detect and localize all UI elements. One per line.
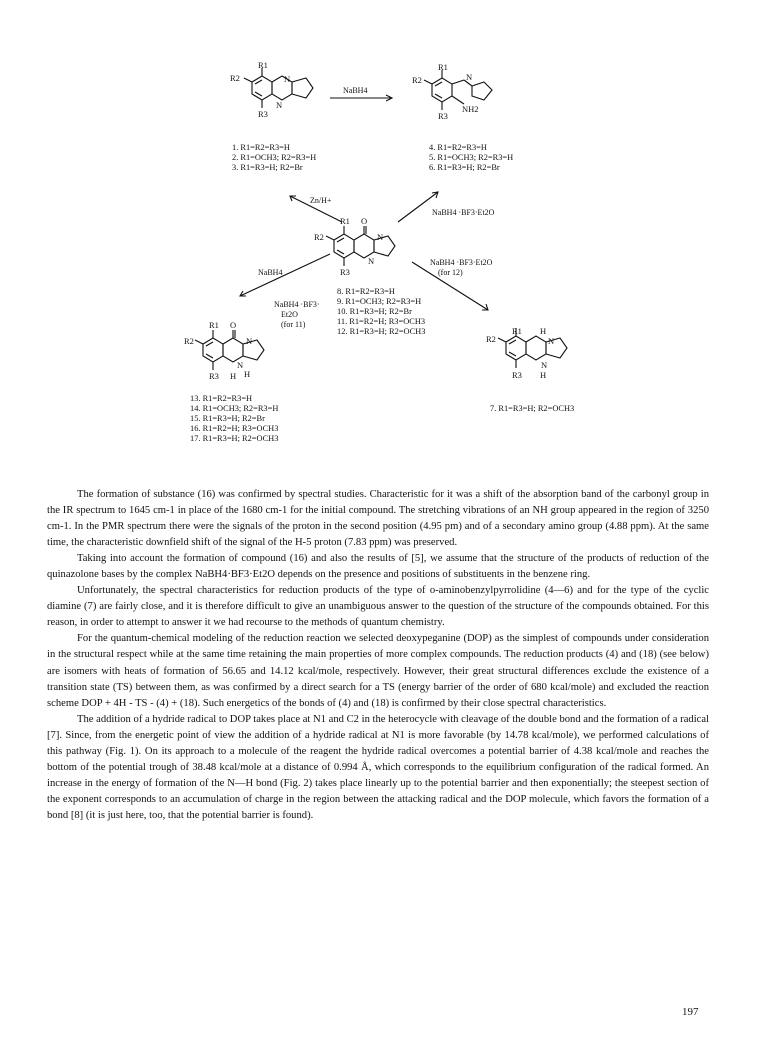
compound-labels-8-12 — [337, 287, 425, 337]
compound-label: 3. R1=R3=H; R2=Br — [232, 163, 303, 172]
atom-r1: R1 — [258, 60, 268, 70]
compound-labels-13-17 — [190, 394, 278, 444]
compound-label: 6. R1=R3=H; R2=Br — [429, 163, 500, 172]
compound-label: 13. R1=R2=R3=H — [190, 394, 253, 403]
compound-labels-4-6 — [429, 143, 513, 173]
atom-o: O — [361, 216, 368, 226]
atom-nh2: NH2 — [462, 104, 479, 114]
arrow-left-down — [240, 254, 330, 296]
atom-r1: R1 — [209, 320, 219, 330]
structure-13-17 — [195, 330, 264, 370]
atom-r2: R2 — [184, 336, 194, 346]
scheme-drawing — [0, 0, 768, 480]
atom-r3: R3 — [438, 111, 448, 121]
atom-n: N — [284, 74, 291, 84]
compound-label: 10. R1=R3=H; R2=Br — [337, 307, 412, 316]
atom-n: N — [237, 360, 244, 370]
atom-o: O — [230, 320, 237, 330]
compound-label: 17. R1=R3=H; R2=OCH3 — [190, 434, 279, 443]
atom-n: N — [368, 256, 375, 266]
atom-h: H — [244, 369, 251, 379]
compound-label-7: 7. R1=R3=H; R2=OCH3 — [490, 404, 575, 413]
atom-r1: R1 — [438, 62, 448, 72]
atom-n: N — [466, 72, 473, 82]
paragraph: The formation of substance (16) was confirmed by spectral studies. Characteristic for it was a shift of the absorption band of the carbonyl group in the IR spectrum to 1645 cm-1 in place of the 1680 cm-1 for the initial compound. The stretching vibrations of an NH group appeared in the region of 3250 cm-1. In the PMR spectrum there were the signals of the proton in the second position (4.95 pm) and of a secondary amino group (4.88 ppm). At the same time, the characteristic downfield shift of the signal of the H-5 proton (7.83 ppm) was preserved. — [47, 489, 709, 549]
structure-4-6 — [424, 70, 492, 110]
structure-7 — [498, 328, 567, 368]
compound-label: 11. R1=R2=H; R3=OCH3 — [337, 317, 426, 326]
compound-label: 2. R1=OCH3; R2=R3=H — [232, 153, 317, 162]
atom-n: N — [246, 336, 253, 346]
reagent-nabh4-left: NaBH4 — [258, 268, 283, 277]
compound-label: 15. R1=R3=H; R2=Br — [190, 414, 265, 423]
atom-r3: R3 — [209, 371, 219, 381]
structure-8-12 — [326, 226, 395, 266]
compound-label: 14. R1=OCH3; R2=R3=H — [190, 404, 279, 413]
reagent-bf3: NaBH4 ·BF3·Et2O — [432, 208, 495, 217]
atom-r2: R2 — [314, 232, 324, 242]
reaction-scheme — [0, 0, 768, 480]
body-text — [47, 487, 709, 824]
reagent-et2o-11: Et2O — [281, 310, 298, 319]
atom-r1: R1 — [340, 216, 350, 226]
atom-h: H — [540, 370, 547, 380]
compound-label: 1. R1=R2=R3=H — [232, 143, 290, 152]
paragraph: For the quantum-chemical modeling of the reduction reaction we selected deoxypeganine (DOP) as the simplest of compounds under consideration in the structural respect while at the same time retaining the main properties of more complex compounds. The reduction products (4) and (18) (see below) are isomers with heats of formation of 56.65 and 14.12 kcal/mole, respectively. However, their great structural differences exclude the existence of a transition state (TS) between them, as was confirmed by a direct search for a TS (energy barrier of the order of 680 kcal/mole) and excluded the reaction scheme DOP + 4H - TS - (4) + (18). Such energetics of the bonds of (4) and (18) is confirmed by their close spectral characteristics. — [47, 633, 709, 709]
atom-n: N — [548, 336, 555, 346]
atom-r3: R3 — [258, 109, 268, 119]
compound-label: 12. R1=R3=H; R2=OCH3 — [337, 327, 426, 336]
atom-r2: R2 — [486, 334, 496, 344]
atom-r3: R3 — [340, 267, 350, 277]
compound-label: 16. R1=R2=H; R3=OCH3 — [190, 424, 279, 433]
atom-r2: R2 — [412, 75, 422, 85]
compound-label: 9. R1=OCH3; R2=R3=H — [337, 297, 422, 306]
compound-label: 8. R1=R2=R3=H — [337, 287, 395, 296]
compound-label: 5. R1=OCH3; R2=R3=H — [429, 153, 514, 162]
page-number: 197 — [682, 1006, 699, 1018]
reagent-bf3-11: NaBH4 ·BF3· — [274, 300, 320, 309]
reagent-for-12: (for 12) — [438, 268, 463, 277]
reagent-zn-h: Zn/H+ — [310, 196, 332, 205]
atom-h: H — [230, 371, 237, 381]
atom-h: H — [540, 326, 547, 336]
reagent-for-11: (for 11) — [281, 320, 306, 329]
reagent-nabh4: NaBH4 — [343, 86, 368, 95]
compound-label: 4. R1=R2=R3=H — [429, 143, 487, 152]
arrow-bf3-up — [398, 192, 438, 222]
reagent-bf3-12: NaBH4 ·BF3·Et2O — [430, 258, 493, 267]
atom-n: N — [541, 360, 548, 370]
compound-labels-1-3 — [232, 143, 316, 173]
atom-r3: R3 — [512, 370, 522, 380]
paragraph: The addition of a hydride radical to DOP takes place at N1 and C2 in the heterocycle with cleavage of the double bond and the formation of a radical [7]. Since, from the energetic point of view the addition of a hydride radical at N1 is more favorable (by 14.78 kcal/mole), we performed calculations of this pathway (Fig. 1). On its approach to a molecule of the reagent the hydride radical overcomes a potential barrier of 4.38 kcal/mole and reaches the bottom of the potential trough of 38.48 kcal/mole at a distance of 0.994 Å, which corresponds to the equilibrium configuration of the radical formed. An increase in the energy of formation of the N—H bond (Fig. 2) takes place linearly up to the potential barrier and then exponentially; the steepest section of the exponent corresponds to an accumulation of charge in the region between the attacking radical and the DOP molecule, which favors the formation of a bond [8] (it is just here, too, that the potential barrier is found). — [47, 713, 709, 821]
paragraph: Unfortunately, the spectral characteristics for reduction products of the type of o-aminobenzylpyrrolidine (4—6) and for the type of the cyclic diamine (7) are fairly close, and it is therefore difficult to give an unambiguous answer to the question of the structure of the compounds obtained. For this reason, in order to attempt to answer it we had recourse to the methods of quantum chemistry. — [47, 585, 709, 629]
paragraph: Taking into account the formation of compound (16) and also the results of [5], we assume that the structure of the products of reduction of the quinazolone bases by the complex NaBH4·BF3·Et2O depends on the presence and positions of substituents in the benzene ring. — [47, 553, 709, 581]
atom-r2: R2 — [230, 73, 240, 83]
atom-n: N — [276, 100, 283, 110]
atom-n: N — [377, 232, 384, 242]
atom-r1: R1 — [512, 326, 522, 336]
